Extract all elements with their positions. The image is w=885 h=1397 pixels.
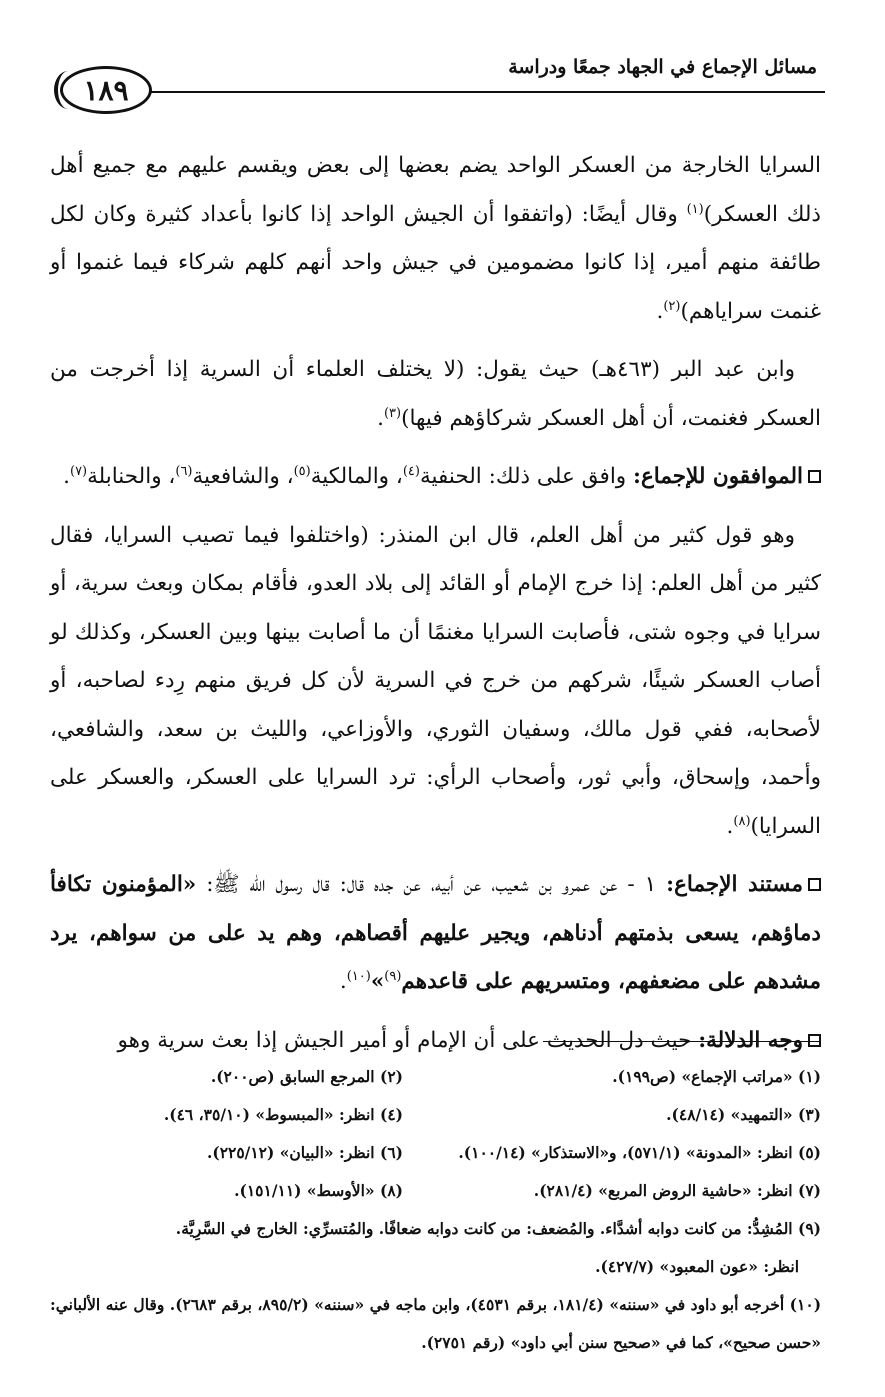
- running-title: مسائل الإجماع في الجهاد جمعًا ودراسة: [508, 56, 817, 78]
- footnote-ref-7[interactable]: (٧): [69, 463, 88, 479]
- page-number-oval: [60, 66, 152, 114]
- footnote-2: (٢) المرجع السابق (ص٢٠٠).: [210, 1067, 403, 1086]
- footnote-5: (٥) انظر: «المدونة» (٥٧١/١)، و«الاستذكار» (١٠٠/١٤).: [458, 1143, 821, 1162]
- footnote-ref-6[interactable]: (٦): [175, 463, 193, 479]
- footnote-6: (٦) انظر: «البيان» (٢٢٥/١٢).: [206, 1143, 403, 1162]
- section-label-evidence: مستند الإجماع:: [666, 872, 803, 897]
- paragraph-agreeing: الموافقون للإجماع: وافق على ذلك: الحنفية$^{(٤)}$، والمالكية$^{(٥)}$، والشافعية$^{(٦)}$، والحنابلة$^{(٧)}$.: [50, 453, 821, 502]
- page-number: ١٨٩: [83, 73, 129, 107]
- section-label-indication: وجه الدلالة:: [698, 1027, 803, 1053]
- footnote-ref-10[interactable]: (١٠): [346, 968, 371, 984]
- footnote-row: [50, 1172, 821, 1210]
- footnotes: [50, 1058, 821, 1362]
- paragraph-4: وهو قول كثير من أهل العلم، قال ابن المنذر: (واختلفوا فيما تصيب السرايا، فقال كثير من أهل العلم: إذا خرج الإمام أو القائد إلى بلاد العدو، فأقام بمكان وبعث سرية، أو سرايا في وجوه شتى، فأصابت السرايا مغنمًا أن ما أصابت بينها وبين العسكر، وكذلك لو أصاب العسكر شيئًا، شركهم من خرج في السرية لأن كل فريق منهم رِدء لصاحبه، أو لأصحابه، ففي قول مالك، وسفيان الثوري، والأوزاعي، والليث بن سعد، والشافعي، وأحمد، وإسحاق، وأبي ثور، وأصحاب الرأي: ترد السرايا على العسكر، والعسكر على السرايا)$^{(٨)}$.: [50, 522, 821, 839]
- paragraph-2: وابن عبد البر (٤٦٣هـ) حيث يقول: (لا يختلف العلماء أن السرية إذا أخرجت من العسكر فغنمت، أن أهل العسكر شركاؤهم فيها)$^{(٣)}$.: [50, 357, 821, 431]
- footnote-row: [50, 1058, 821, 1096]
- footnote-8: (٨) «الأوسط» (١٥١/١١).: [234, 1181, 403, 1200]
- square-bullet-icon: [808, 470, 821, 483]
- footnote-9: (٩) المُشِدُّ: من كانت دوابه أشدَّاء. والمُضعف: من كانت دوابه ضعافًا. والمُتسرِّي: الخارج في السَّرِيَّة.: [175, 1219, 821, 1238]
- footnote-ref-8[interactable]: (٨): [733, 813, 751, 829]
- footnote-row: [50, 1096, 821, 1134]
- footnote-ref-5[interactable]: (٥): [293, 463, 311, 479]
- hadith-text: «المؤمنون تكافأ دماؤهم، يسعى بذمتهم أدناهم، ويجير عليهم أقصاهم، وهم يد على من سواهم، يرد مشدهم على مضعفهم، ومتسريهم على قاعدهم: [50, 872, 821, 994]
- footnote-ref-9[interactable]: (٩): [384, 968, 402, 984]
- footnote-row: [50, 1134, 821, 1172]
- footnote-ref-3[interactable]: (٣): [383, 405, 402, 421]
- footnote-ref-2[interactable]: (٢): [663, 298, 681, 314]
- footnote-separator: [543, 1041, 821, 1042]
- footnote-ref-1[interactable]: (١): [686, 201, 704, 217]
- footnote-3: (٣) «التمهيد» (٤٨/١٤).: [666, 1105, 821, 1124]
- paragraph-indication: وجه الدلالة: حيث دل الحديث على أن الإمام أو أمير الجيش إذا بعث سرية وهو: [50, 1017, 821, 1066]
- footnote-1: (١) «مراتب الإجماع» (ص١٩٩).: [612, 1067, 821, 1086]
- section-label-agreeing: الموافقون للإجماع:: [633, 464, 803, 489]
- footnote-4: (٤) انظر: «المبسوط» (٣٥/١٠، ٤٦).: [163, 1105, 403, 1124]
- paragraph-1: السرايا الخارجة من العسكر الواحد يضم بعضها إلى بعض ويقسم عليهم مع جميع أهل ذلك العسكر)$^{(١)}$ وقال أيضًا: (واتفقوا أن الجيش الواحد إذا كانوا بأعداد كثيرة وكان لكل طائفة منهم أمير، إذا كانوا مضمومين في جيش واحد أنهم كلهم شركاء فيما غنموا أو غنمت سراياهم)$^{(٢)}$.: [50, 153, 821, 324]
- footnote-7: (٧) انظر: «حاشية الروض المربع» (٢٨١/٤).: [533, 1181, 821, 1200]
- header-rule: [140, 91, 825, 93]
- main-text: [50, 142, 821, 1075]
- square-bullet-icon: [808, 878, 821, 891]
- square-bullet-icon: [808, 1034, 821, 1047]
- footnote-9-continued: انظر: «عون المعبود» (٤٢٧/٧).: [595, 1257, 799, 1276]
- paragraph-evidence: مستند الإجماع: ١ - عن عمرو بن شعيب، عن أبيه، عن جده قال: قال رسول الله ﷺ: «المؤمنون تكافأ دماؤهم، يسعى بذمتهم أدناهم، ويجير عليهم أقصاهم، وهم يد على من سواهم، يرد مشدهم على مضعفهم، ومتسريهم على قاعدهم$^{(٩)}$»$^{(١٠)}$.: [50, 872, 821, 994]
- footnote-ref-4[interactable]: (٤): [402, 463, 420, 479]
- footnote-10: (١٠) أخرجه أبو داود في «سننه» (١٨١/٤، برقم ٤٥٣١)، وابن ماجه في «سننه» (٨٩٥/٢، برقم ٢٦٨٣). وقال عنه الألباني: «حسن صحيح»، كما في «صحيح سنن أبي داود» (رقم ٢٧٥١).: [50, 1295, 822, 1352]
